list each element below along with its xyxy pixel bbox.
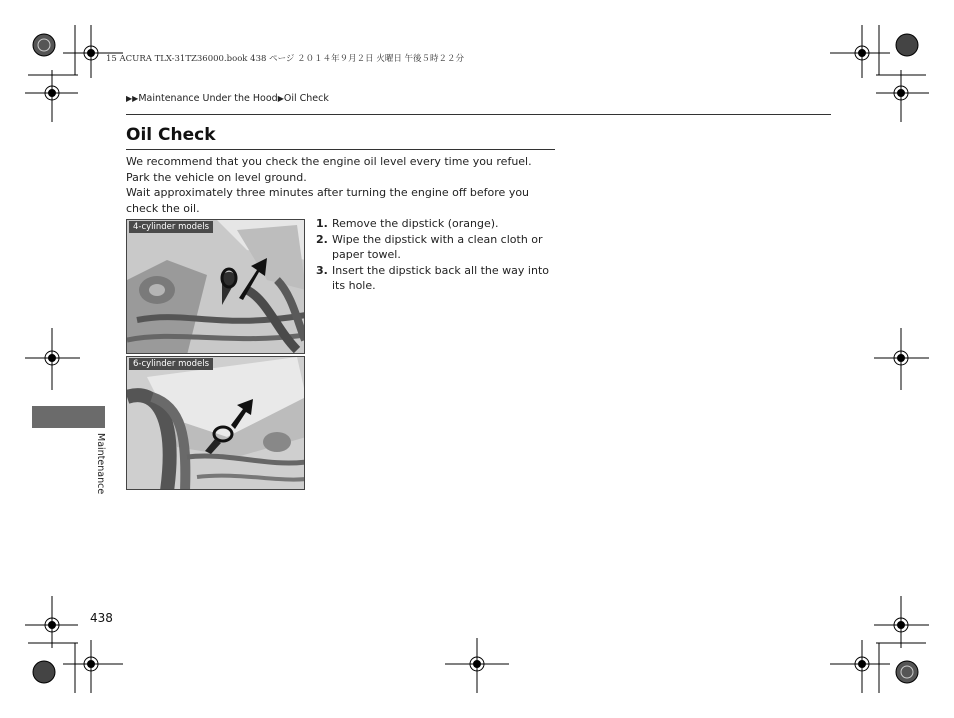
breadcrumb [126, 93, 329, 104]
engine-dipstick-photo-icon [127, 357, 305, 490]
print-header: 15 ACURA TLX-31TZ36000.book 438 ページ ２０１４年９月２日 火曜日 午後５時２２分 [106, 54, 465, 64]
side-tab[interactable] [32, 406, 105, 428]
intro-paragraph: Park the vehicle on level ground. [126, 170, 307, 184]
steps-list [316, 216, 556, 294]
intro-paragraph: Wait approximately three minutes after turning the engine off before you check the oil. [126, 186, 530, 215]
step-item [316, 263, 556, 294]
step-item [316, 216, 556, 232]
side-tab-label: Maintenance [95, 433, 106, 495]
intro-paragraph: We recommend that you check the engine oil level every time you refuel. [126, 155, 532, 168]
step-number: 2. [316, 232, 328, 246]
figure-6-cylinder [126, 356, 305, 490]
page-number: 438 [90, 611, 113, 625]
figure-label: 4-cylinder models [129, 221, 213, 233]
header-rule [126, 114, 831, 115]
intro-text [126, 154, 558, 216]
step-text: Wipe the dipstick with a clean cloth or paper towel. [332, 232, 543, 261]
step-item [316, 232, 556, 263]
figure-label: 6-cylinder models [129, 358, 213, 370]
title-rule [126, 149, 555, 150]
breadcrumb-section[interactable]: Maintenance Under the Hood [138, 93, 278, 104]
breadcrumb-current: Oil Check [283, 93, 329, 104]
breadcrumb-separator: ▶ [277, 94, 284, 103]
step-text: Insert the dipstick back all the way into its hole. [332, 263, 549, 292]
breadcrumb-marker: ▶▶ [126, 94, 139, 103]
step-number: 3. [316, 263, 328, 277]
step-number: 1. [316, 217, 328, 230]
page-title: Oil Check [126, 125, 216, 145]
step-text: Remove the dipstick (orange). [332, 217, 499, 230]
figure-4-cylinder [126, 219, 305, 354]
engine-dipstick-photo-icon [127, 220, 305, 354]
